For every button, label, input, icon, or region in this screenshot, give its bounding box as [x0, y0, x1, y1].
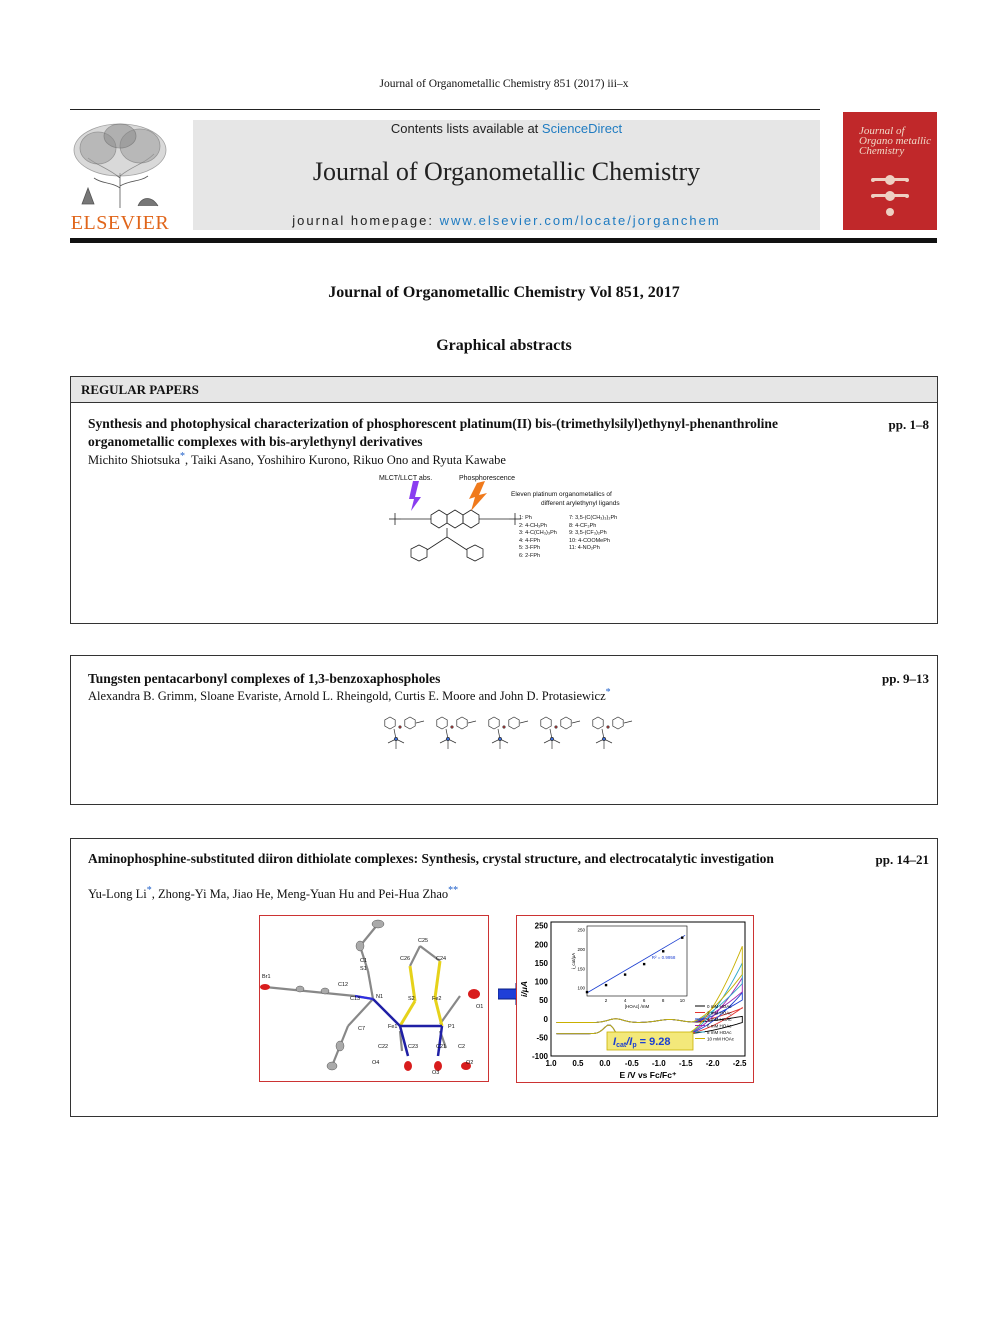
- atom-label: C23: [408, 1044, 419, 1050]
- section-title: Graphical abstracts: [436, 337, 572, 354]
- crystal-structure-figure: [259, 915, 489, 1082]
- atom-label: C7: [358, 1026, 366, 1032]
- ligand-list-left: [519, 515, 557, 560]
- atom-label: C25: [418, 938, 429, 944]
- inset-x-tick: 2: [604, 998, 608, 1003]
- article-title[interactable]: Aminophosphine-substituted diiron dithiolate complexes: Synthesis, crystal structure, and electrocatalytic investigation: [88, 851, 774, 866]
- x-tick-label: -1.0: [651, 1059, 666, 1068]
- y-axis-label: i/μA: [519, 981, 529, 997]
- legend-label: 0 mM HOAc: [707, 1004, 732, 1009]
- ligand-left-0: 1: Ph: [519, 515, 532, 521]
- article-pages: pp. 9–13: [882, 671, 929, 686]
- contents-prefix: Contents lists available at: [390, 121, 542, 136]
- article-pages: pp. 14–21: [875, 852, 929, 867]
- atom-label: N1: [376, 994, 384, 1000]
- x-tick-label: 1.0: [545, 1059, 557, 1068]
- ligand-list-right: [569, 515, 617, 553]
- journal-citation: Journal of Organometallic Chemistry 851 (2017) iii–x: [379, 78, 629, 90]
- ligand-left-2: 3: 4-C(CH₃)₃Ph: [519, 530, 557, 536]
- ligand-left-5: 6: 2-FPh: [519, 552, 541, 559]
- journal-name: Journal of Organometallic Chemistry: [312, 157, 701, 186]
- legend-label: 8 mM HOAc: [707, 1030, 732, 1035]
- y-tick-label: -100: [531, 1052, 548, 1061]
- ligand-right-2: 9: 3,5-(CF₃)₂Ph: [569, 530, 607, 536]
- legend-label: 4 mM HOAc: [707, 1017, 732, 1022]
- tungsten-complex-structure: [385, 717, 424, 749]
- author-list: , Taiki Asano, Yoshihiro Kurono, Rikuo Ono and Ryuta Kawabe: [185, 453, 506, 468]
- atom-label: O3: [432, 1070, 440, 1076]
- volume-title: Journal of Organometallic Chemistry Vol 851, 2017: [328, 284, 680, 301]
- author-name: Yu-Long Li: [88, 887, 147, 902]
- graphical-abstract-1: [371, 475, 651, 575]
- article-authors: [88, 885, 458, 902]
- corresponding-author-star[interactable]: *: [605, 687, 611, 698]
- atom-label: Fe2: [432, 996, 442, 1002]
- inset-y-label: i_cat/μA: [571, 952, 576, 970]
- atom-label: O4: [372, 1060, 380, 1066]
- graphical-abstract-2: [376, 713, 636, 753]
- inset-x-tick: 6: [642, 998, 646, 1003]
- atom-label: C1: [360, 958, 368, 964]
- inset-point: [662, 950, 664, 952]
- tungsten-complex-structure: [541, 717, 580, 749]
- x-axis-label: E /V vs Fc/Fc⁺: [619, 1070, 677, 1080]
- ligand-right-0: 7: 3,5-(C(CH₃)₃)₂Ph: [569, 515, 618, 521]
- ligand-left-4: 5: 3-FPh: [519, 545, 541, 551]
- legend-label: 10 mM HOAc: [707, 1036, 735, 1042]
- ratio-annotation: Icat/Ip = 9.28: [613, 1036, 671, 1049]
- article-box-1: [70, 376, 938, 624]
- label-mlct-abs: MLCT/LLCT abs.: [379, 475, 433, 482]
- legend-label: 6 mM HOAc: [707, 1023, 732, 1029]
- inset-x-tick: 10: [679, 998, 685, 1003]
- inset-x-tick: 4: [623, 998, 627, 1003]
- ligand-left-3: 4: 4-FPh: [519, 537, 541, 544]
- atom-label: S2: [408, 996, 415, 1002]
- x-tick-label: 0.0: [599, 1059, 611, 1068]
- article-title[interactable]: Tungsten pentacarbonyl complexes of 1,3-benzoxaphospholes: [88, 671, 441, 686]
- inset-x-label: [HOAc] /mM: [624, 1004, 650, 1009]
- author-list: Alexandra B. Grimm, Sloane Evariste, Arnold L. Rheingold, Curtis E. Moore and John D. Protasiewicz: [88, 689, 606, 704]
- article-box-2: [70, 655, 938, 805]
- atom-label: S1: [360, 966, 367, 972]
- atom-label: C12: [338, 982, 349, 988]
- x-tick-label: -0.5: [624, 1059, 639, 1068]
- inset-r2-label: R² = 0.9958: [651, 955, 676, 961]
- tungsten-complex-structure: [437, 717, 476, 749]
- inset-point: [586, 991, 588, 993]
- y-tick-label: 100: [534, 977, 548, 987]
- inset-x-tick: 8: [661, 998, 665, 1003]
- y-tick-label: 150: [534, 958, 548, 968]
- homepage-line: [193, 213, 820, 228]
- regular-papers-label: REGULAR PAPERS: [81, 382, 199, 397]
- atom-label: C13: [350, 996, 361, 1002]
- sciencedirect-link[interactable]: ScienceDirect: [541, 121, 623, 136]
- label-phosphorescence: Phosphorescence: [459, 475, 516, 482]
- journal-cover-thumbnail: [843, 112, 937, 230]
- cv-chart-figure: [516, 915, 754, 1083]
- atom-label: C26: [400, 956, 411, 962]
- tungsten-complex-structure: [489, 717, 528, 749]
- header-thick-rule: [70, 238, 937, 243]
- atom-label: C24: [436, 956, 447, 962]
- x-tick-label: 0.5: [572, 1059, 584, 1068]
- y-tick-label: 50: [539, 996, 548, 1006]
- atom-label: O1: [476, 1004, 484, 1010]
- inset-y-tick: 150: [577, 966, 585, 972]
- homepage-prefix: journal homepage:: [292, 213, 440, 228]
- article-pages: pp. 1–8: [888, 417, 929, 432]
- atom-label: P1: [448, 1024, 455, 1030]
- atom-label: C21: [436, 1044, 447, 1050]
- cv-chart: [517, 916, 753, 1082]
- inset-y-tick: 200: [577, 946, 585, 952]
- legend-label: 2 mM HOAc: [707, 1010, 732, 1016]
- y-tick-label: -50: [536, 1033, 548, 1043]
- inset-point: [681, 936, 683, 938]
- corresponding-author-star[interactable]: *: [146, 885, 152, 896]
- atom-label: C2: [458, 1044, 466, 1050]
- y-tick-label: 250: [534, 921, 548, 931]
- inset-point: [643, 963, 645, 965]
- x-tick-label: -2.5: [732, 1059, 747, 1068]
- inset-y-tick: 100: [577, 985, 585, 991]
- inset-y-tick: 250: [577, 927, 585, 933]
- ligand-left-1: 2: 4-CH₃Ph: [519, 522, 547, 529]
- article-authors: [88, 451, 506, 468]
- ligand-right-3: 10: 4-COOMePh: [569, 537, 610, 544]
- article-title[interactable]: Synthesis and photophysical characterization of phosphorescent platinum(II) bis-(trimethylsilyl)ethynyl-phenanthroline organometallic complexes with bis-arylethynyl derivatives: [88, 416, 778, 449]
- ligand-right-1: 8: 4-CF₃Ph: [569, 522, 597, 529]
- elsevier-wordmark: ELSEVIER: [70, 212, 170, 234]
- author-name: Michito Shiotsuka: [88, 453, 181, 468]
- article-box-3: [70, 838, 938, 1117]
- figure-caption-line2: different arylethynyl ligands: [541, 500, 620, 507]
- atom-label: C22: [378, 1044, 389, 1050]
- author-list: , Zhong-Yi Ma, Jiao He, Meng-Yuan Hu and Pei-Hua Zhao: [151, 887, 449, 902]
- atom-label: Br1: [262, 974, 271, 980]
- contents-line: [193, 121, 820, 136]
- y-tick-label: 0: [543, 1014, 548, 1024]
- corresponding-author-star[interactable]: **: [448, 885, 459, 896]
- atom-label: Fe1: [388, 1024, 398, 1030]
- y-tick-label: 200: [534, 940, 548, 950]
- inset-point: [624, 973, 626, 975]
- corresponding-author-star[interactable]: *: [180, 451, 186, 462]
- figure-caption-line1: Eleven platinum organometallics of: [511, 491, 612, 498]
- ligand-right-4: 11: 4-NO₂Ph: [569, 545, 600, 551]
- cover-title: Journal of Organo metallic Chemistry: [859, 125, 931, 157]
- inset-point: [605, 984, 607, 986]
- header-rule: [70, 109, 820, 110]
- homepage-link[interactable]: www.elsevier.com/locate/jorganchem: [439, 213, 721, 228]
- atom-label: O2: [466, 1060, 474, 1066]
- inset-frame: [587, 926, 687, 996]
- x-tick-label: -2.0: [705, 1059, 720, 1068]
- tungsten-complex-structure: [593, 717, 632, 749]
- x-tick-label: -1.5: [678, 1059, 693, 1068]
- article-authors: [88, 687, 611, 704]
- regular-papers-header: [71, 377, 937, 403]
